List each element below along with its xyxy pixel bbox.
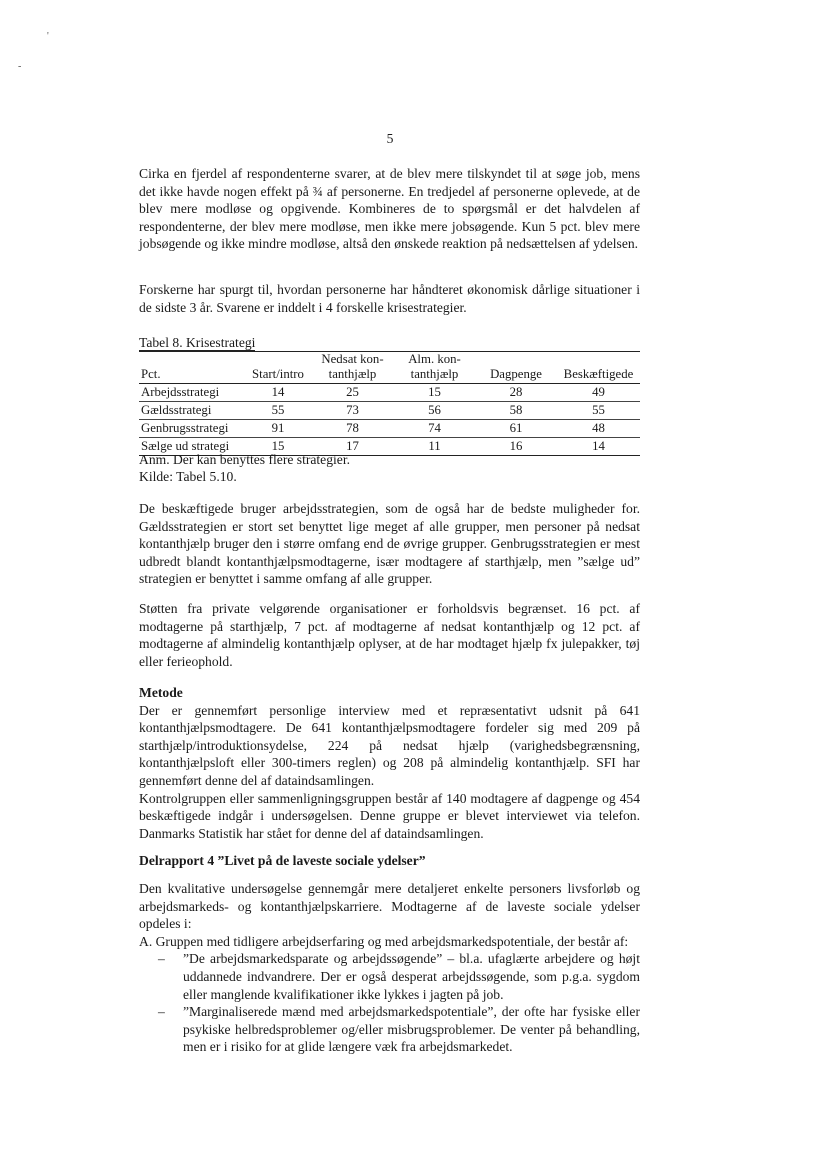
scan-mark: - [18, 61, 22, 72]
table-header-cell: Alm. kon- [408, 352, 461, 366]
table-cell: Arbejdsstrategi [139, 384, 245, 402]
analysis-section [139, 500, 640, 588]
table-cell: 28 [475, 384, 557, 402]
table-cell: 58 [475, 402, 557, 420]
table-header-cell: Pct. [139, 367, 245, 384]
table-footnotes [139, 451, 350, 485]
section-heading: Metode [139, 685, 183, 700]
paragraph: Der er gennemført personlige interview med et repræsentativt udsnit på 641 kontanthjælpsmodtagere. De 641 kontanthjælpsmodtagere fordeler sig med 209 på starthjælp/introduktionsydelse, 224 på nedsat hjælp (varighedsbegrænsning, kontanthjælpsloft eller 300-timers reglen) og 208 på almindelig kontanthjælp. SFI har gennemført denne del af dataindsamlingen. [139, 702, 640, 788]
table-cell: 15 [394, 384, 475, 402]
delrapport-section [139, 852, 640, 870]
table-cell: 61 [475, 420, 557, 438]
list-item-text: ”Marginaliserede mænd med arbejdsmarkedspotentiale”, der ofte har fysiske eller psykiske helbredsproblemer og/eller misbrugsproblemer. De venter på behandling, men er i risiko for at glide længere væk fra arbejdsmarkedet. [183, 1004, 640, 1055]
table-cell: 91 [245, 420, 311, 438]
table-row [139, 384, 640, 402]
table-cell: 78 [311, 420, 394, 438]
table-header-cell [475, 352, 557, 368]
paragraph: Kontrolgruppen eller sammenligningsgruppen består af 140 modtagere af dagpenge og 454 beskæftigede indgår i undersøgelsen. Denne gruppe er blevet interviewet via telefon. Danmarks Statistik har stået for denne del af dataindsamlingen. [139, 790, 640, 841]
table-cell: 25 [311, 384, 394, 402]
table-header-cell: tanthjælp [311, 367, 394, 384]
table-cell: 56 [394, 402, 475, 420]
paragraph: Den kvalitative undersøgelse gennemgår mere detaljeret enkelte personers livsforløb og arbejdsmarkeds- og kontanthjælpskarriere. Modtagerne af de laveste sociale ydelser opdeles i: [139, 881, 640, 932]
dash-bullet: – [158, 1004, 165, 1020]
table-source: Kilde: Tabel 5.10. [139, 469, 237, 484]
scan-mark: ' [47, 31, 49, 42]
table-header-cell [245, 352, 311, 368]
table-header-cell: Start/intro [245, 367, 311, 384]
table-caption [139, 334, 255, 352]
table-cell: 48 [557, 420, 640, 438]
group-list [139, 950, 640, 1056]
paragraph: De beskæftigede bruger arbejdsstrategien, som de også har de bedste muligheder for. Gældsstrategien er stort set benyttet lige meget af alle grupper, men personer på nedsat kontanthjælp bruger den i større omfang end de øvrige grupper. Genbrugsstrategien er mest udbredt blandt kontanthjælpsmodtagerne, især modtagere af starthjælp, men ”sælge ud” strategien er benyttet i samme omfang af alle grupper. [139, 501, 640, 587]
table-cell: 14 [557, 438, 640, 456]
table-header-cell [557, 352, 640, 368]
table-cell: 11 [394, 438, 475, 456]
table-caption-text: Tabel 8. Krisestrategi [139, 335, 256, 350]
metode-section [139, 684, 640, 842]
table-header-cell: Beskæftigede [557, 367, 640, 384]
table-header-row [139, 367, 640, 384]
table-row [139, 420, 640, 438]
table-header-row [139, 352, 640, 368]
support-section [139, 600, 640, 670]
table-cell: Genbrugsstrategi [139, 420, 245, 438]
table-cell: 14 [245, 384, 311, 402]
list-item [139, 1003, 640, 1056]
table-cell: Sælge ud strategi [139, 438, 245, 456]
delrapport-body [139, 880, 640, 1056]
table-cell: Gældsstrategi [139, 402, 245, 420]
table-cell: 73 [311, 402, 394, 420]
list-item-text: ”De arbejdsmarkedsparate og arbejdssøgende” – bl.a. ufaglærte arbejdere og højt uddannede indvandrere. Der er også desperat arbejdssøgende, som p.g.a. sygdom eller manglende kvalifikationer ikke lykkes i jagten på job. [183, 951, 640, 1002]
intro-section-2 [139, 281, 640, 316]
table-header-cell [139, 352, 245, 368]
table-note: Anm. Der kan benyttes flere strategier. [139, 452, 351, 467]
dash-bullet: – [158, 951, 165, 967]
section-heading: Delrapport 4 ”Livet på de laveste sociale ydelser” [139, 853, 426, 868]
table-header-cell: Nedsat kon- [321, 352, 384, 366]
table-cell: 74 [394, 420, 475, 438]
table-cell: 55 [245, 402, 311, 420]
paragraph: A. Gruppen med tidligere arbejdserfaring og med arbejdsmarkedspotentiale, der består af: [139, 933, 629, 949]
table-cell: 49 [557, 384, 640, 402]
table-cell: 55 [557, 402, 640, 420]
table-row [139, 402, 640, 420]
intro-section [139, 165, 640, 253]
krisestrategi-table [139, 351, 640, 456]
paragraph: Forskerne har spurgt til, hvordan personerne har håndteret økonomisk dårlige situationer i de sidste 3 år. Svarene er inddelt i 4 forskelle krisestrategier. [139, 282, 640, 315]
paragraph: Støtten fra private velgørende organisationer er forholdsvis begrænset. 16 pct. af modtagerne på starthjælp, 7 pct. af modtagerne af nedsat kontanthjælp og 12 pct. af modtagerne af almindelig kontanthjælp oplyser, at de har modtaget hjælp fx julepakker, tøj eller ferieophold. [139, 601, 640, 669]
paragraph: Cirka en fjerdel af respondenterne svarer, at de blev mere tilskyndet til at søge job, mens det ikke havde nogen effekt på ¾ af personerne. En tredjedel af personerne oplevede, at de blev mere modløse og opgivende. Kombineres de to spørgsmål er det halvdelen af respondenterne, der blev mere modløse, men ikke mere jobsøgende. Kun 5 pct. blev mere jobsøgende og ikke mindre modløse, altså den ønskede reaktion på nedsættelsen af ydelsen. [139, 166, 640, 252]
table-header-cell: tanthjælp [394, 367, 475, 384]
page-number: 5 [386, 131, 394, 146]
table-cell: 15 [245, 438, 311, 456]
table-cell: 17 [311, 438, 394, 456]
list-item [139, 950, 640, 1003]
table-header-cell: Dagpenge [475, 367, 557, 384]
table-cell: 16 [475, 438, 557, 456]
